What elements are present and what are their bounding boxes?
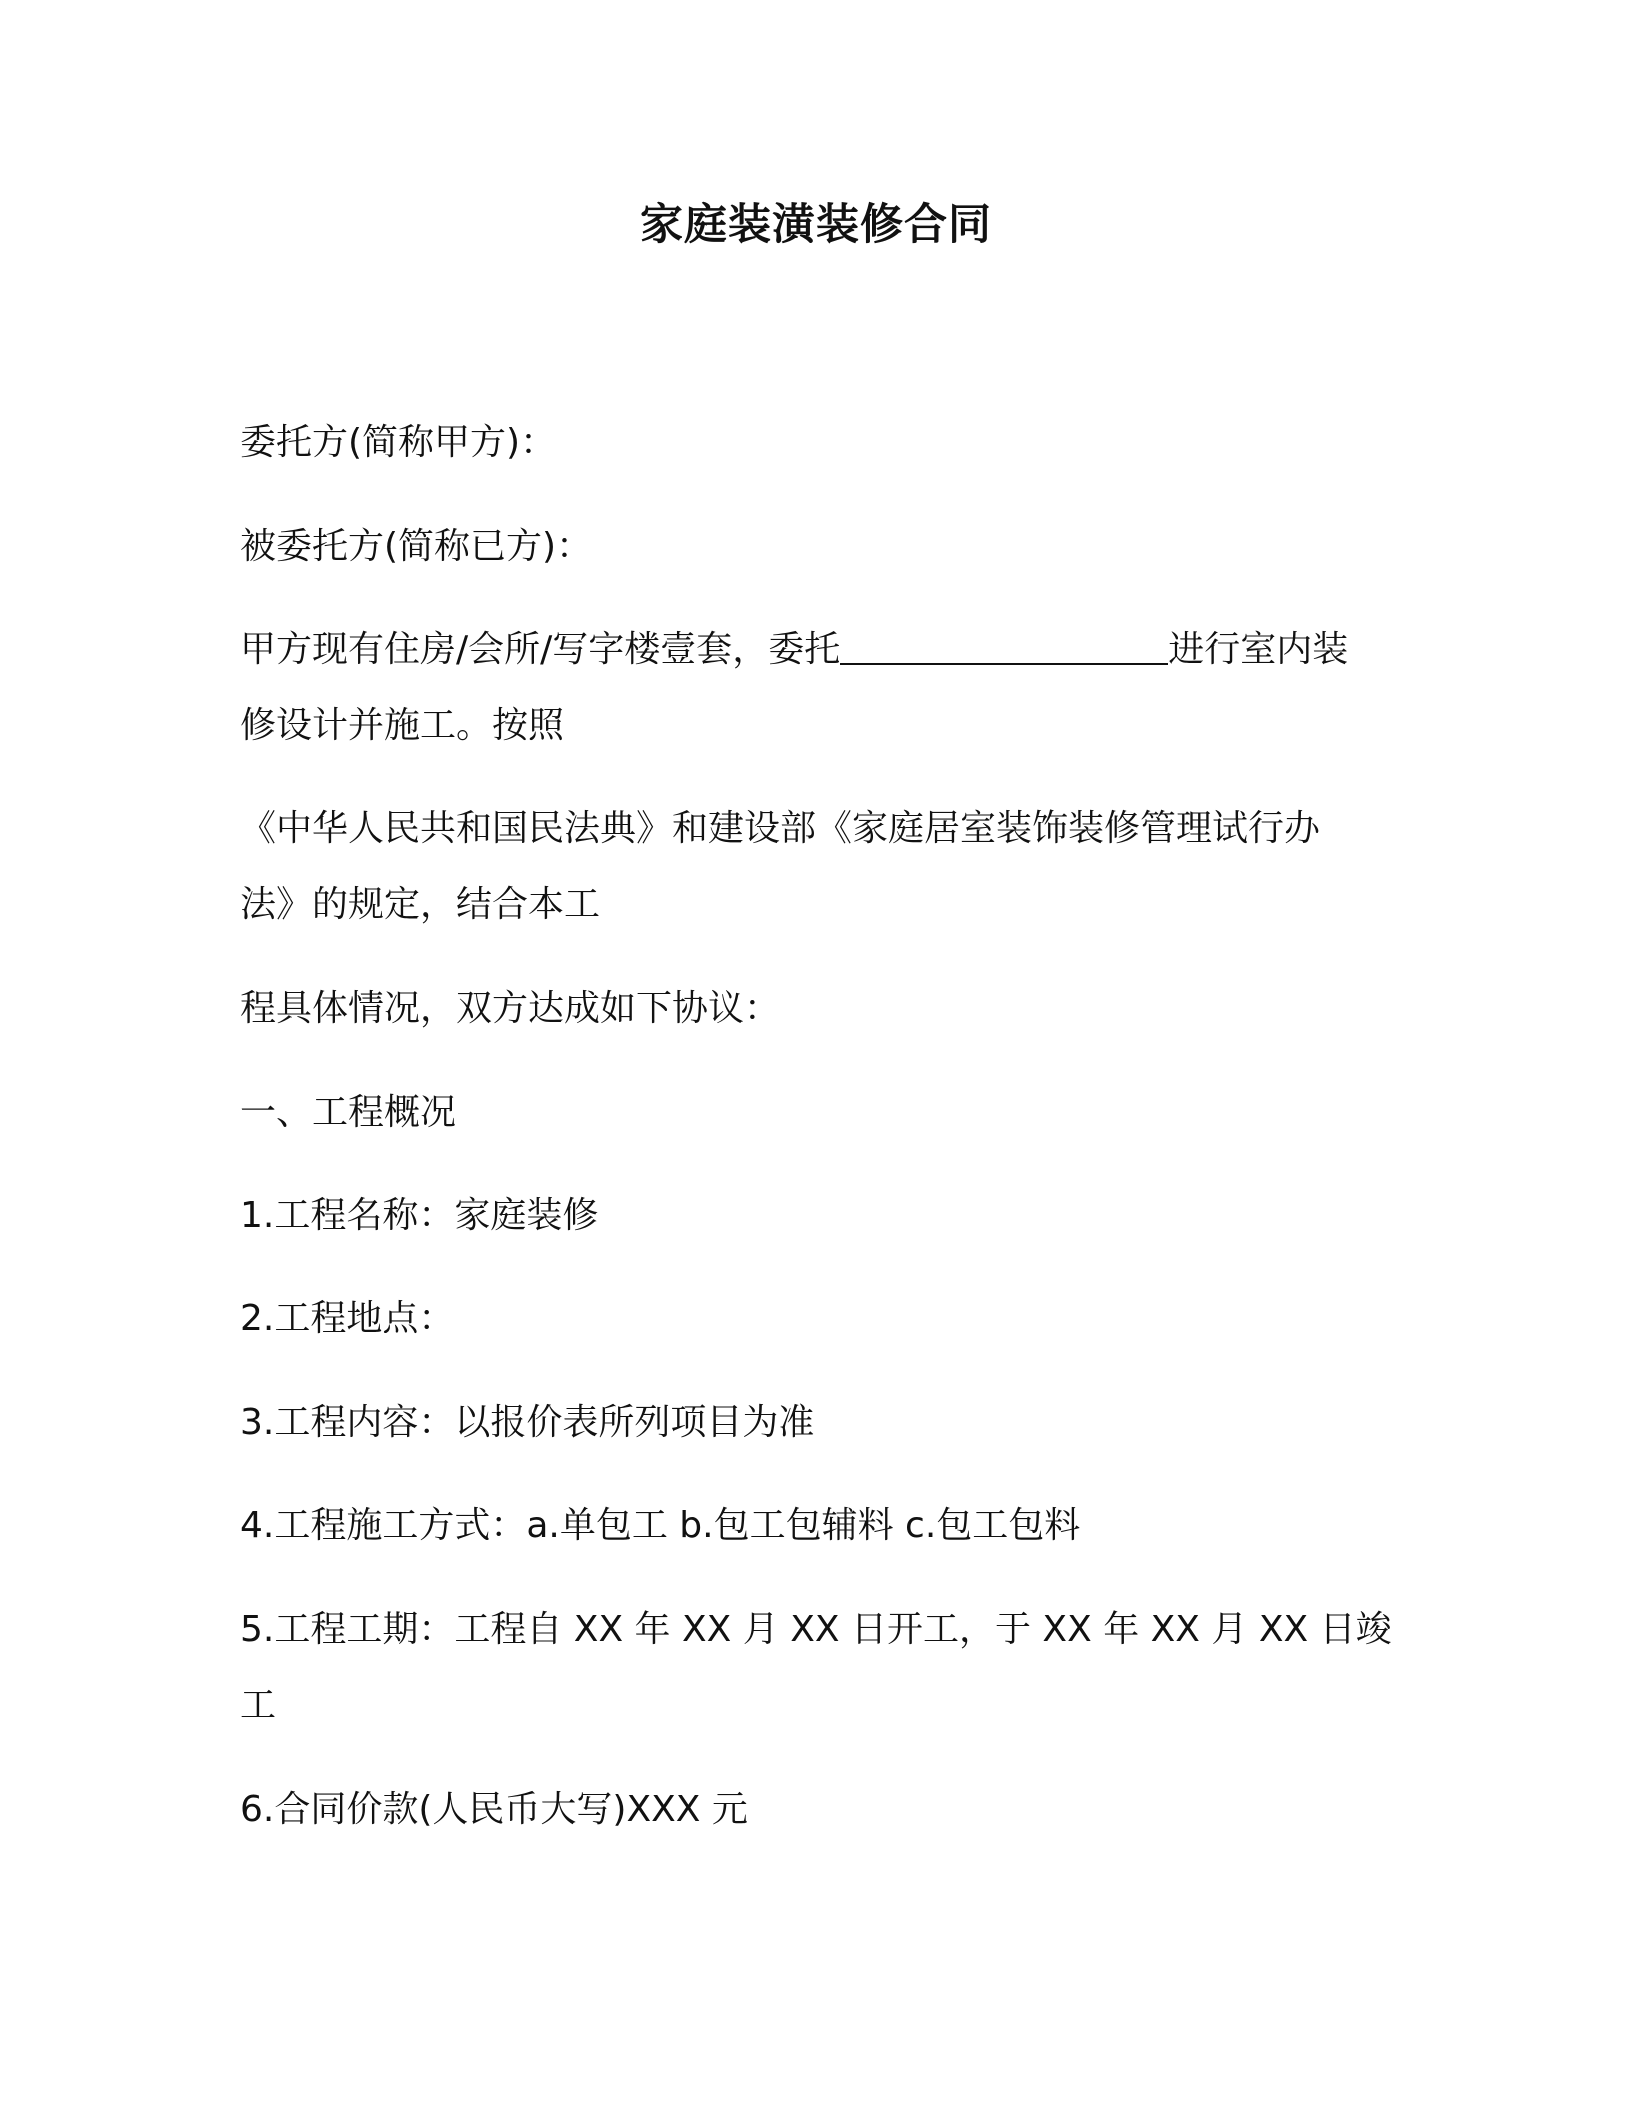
- paragraph-law-line2: 法》的规定，结合本工: [240, 884, 601, 925]
- paragraph-entrust-text-before: 甲方现有住房/会所/写字楼壹套，委托: [240, 629, 841, 670]
- item-project-content: 3.工程内容：以报价表所列项目为准: [240, 1402, 815, 1443]
- section-heading-overview: 一、工程概况: [240, 1092, 457, 1133]
- item-contract-price: 6.合同价款(人民币大写)XXX 元: [240, 1789, 748, 1830]
- contractor-blank: [840, 627, 1168, 665]
- party-a-line: 委托方(简称甲方)：: [240, 422, 557, 463]
- paragraph-entrust-line2: 修设计并施工。按照: [240, 705, 565, 746]
- paragraph-agreement: 程具体情况，双方达成如下协议：: [240, 988, 781, 1029]
- paragraph-entrust-line1: [240, 625, 1410, 675]
- item-project-location: 2.工程地点：: [240, 1298, 455, 1339]
- item-project-name: 1.工程名称：家庭装修: [240, 1195, 599, 1236]
- item-construction-method: 4.工程施工方式：a.单包工 b.包工包辅料 c.包工包料: [240, 1505, 1081, 1546]
- item-schedule-line2: 工: [240, 1685, 277, 1726]
- item-schedule-line1: 5.工程工期：工程自 XX 年 XX 月 XX 日开工，于 XX 年 XX 月 XX 日竣: [240, 1609, 1392, 1650]
- paragraph-entrust-text-after: 进行室内装: [1168, 629, 1349, 670]
- paragraph-law-line1: 《中华人民共和国民法典》和建设部《家庭居室装饰装修管理试行办: [240, 808, 1321, 849]
- document-title: 家庭装潢装修合同: [640, 200, 992, 250]
- party-b-line: 被委托方(简称已方)：: [240, 526, 593, 567]
